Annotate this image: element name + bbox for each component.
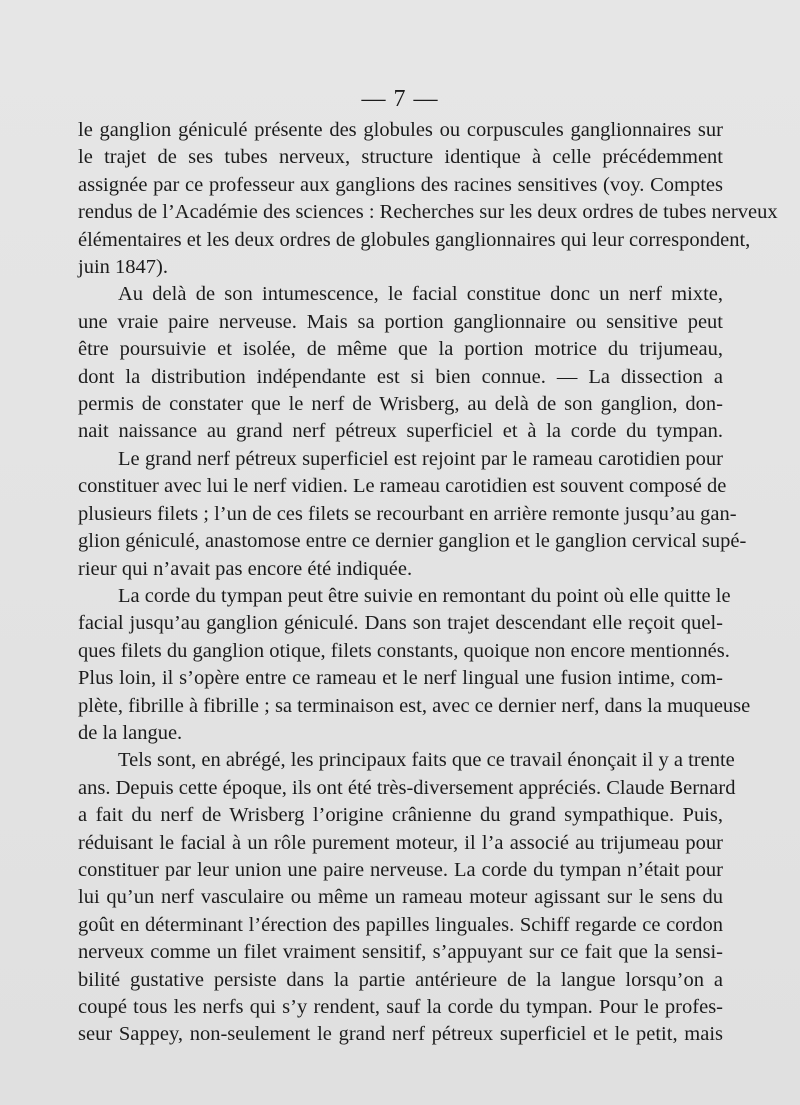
text-line: rieur qui n’avait pas encore été indiquée. [78, 557, 413, 580]
text-line: constituer avec lui le nerf vidien. Le rameau carotidien est souvent composé de [78, 475, 727, 498]
text-line: permis de constater que le nerf de Wrisberg, au delà de son ganglion, don- [78, 393, 723, 416]
text-line: a fait du nerf de Wrisberg l’origine crânienne du grand sympathique. Puis, [78, 804, 723, 827]
text-line: plète, fibrille à fibrille ; sa terminaison est, avec ce dernier nerf, dans la muqueuse [78, 694, 751, 717]
text-line: dont la distribution indépendante est si bien connue. — La dissection a [78, 365, 723, 388]
text-line: réduisant le facial à un rôle purement moteur, il l’a associé au trijumeau pour [78, 831, 723, 854]
text-line: le ganglion géniculé présente des globules ou corpuscules ganglionnaires sur [78, 119, 723, 141]
text-line: nait naissance au grand nerf pétreux superficiel et à la corde du tympan. [78, 420, 723, 443]
text-line: Plus loin, il s’opère entre ce rameau et le nerf lingual une fusion intime, com- [78, 667, 723, 690]
text-line: plusieurs filets ; l’un de ces filets se recourbant en arrière remonte jusqu’au gan- [78, 502, 737, 525]
text-line: facial jusqu’au ganglion géniculé. Dans son trajet descendant elle reçoit quel- [78, 612, 723, 635]
text-line: glion géniculé, anastomose entre ce dernier ganglion et le ganglion cervical supé- [78, 530, 747, 553]
text-line: lui qu’un nerf vasculaire ou même un rameau moteur agissant sur le sens du [78, 886, 723, 909]
text-line: être poursuivie et isolée, de même que la portion motrice du trijumeau, [78, 338, 723, 361]
text-line: le trajet de ses tubes nerveux, structure identique à celle précédemment [78, 146, 723, 169]
text-line: une vraie paire nerveuse. Mais sa portion ganglionnaire ou sensitive peut [78, 310, 723, 333]
body-text [78, 117, 778, 1049]
text-line: rendus de l’Académie des sciences : Recherches sur les deux ordres de tubes nerveux [78, 201, 778, 224]
text-line: coupé tous les nerfs qui s’y rendent, sauf la corde du tympan. Pour le profes- [78, 996, 723, 1018]
text-line: Tels sont, en abrégé, les principaux faits que ce travail énonçait il y a trente [118, 749, 735, 772]
text-line: ques filets du ganglion otique, filets constants, quoique non encore mentionnés. [78, 639, 730, 662]
text-line: juin 1847). [78, 256, 168, 279]
text-line: constituer par leur union une paire nerveuse. La corde du tympan n’était pour [78, 858, 723, 881]
text-line: Au delà de son intumescence, le facial constitue donc un nerf mixte, [118, 283, 723, 306]
text-line: ans. Depuis cette époque, ils ont été très-diversement appréciés. Claude Bernard [78, 776, 736, 799]
text-line: élémentaires et les deux ordres de globules ganglionnaires qui leur correspondent, [78, 228, 751, 251]
page-number: — 7 — [361, 86, 439, 112]
text-line: seur Sappey, non-seulement le grand nerf pétreux superficiel et le petit, mais [78, 1023, 723, 1046]
text-line: La corde du tympan peut être suivie en remontant du point où elle quitte le [118, 584, 731, 607]
text-line: goût en déterminant l’érection des papilles linguales. Schiff regarde ce cordon [78, 913, 723, 936]
text-line: de la langue. [78, 721, 183, 744]
text-line: bilité gustative persiste dans la partie antérieure de la langue lorsqu’on a [78, 968, 723, 991]
text-line: nerveux comme un filet vraiment sensitif, s’appuyant sur ce fait que la sensi- [78, 941, 723, 964]
text-line: assignée par ce professeur aux ganglions des racines sensitives (voy. Comptes [78, 173, 723, 196]
text-line: Le grand nerf pétreux superficiel est rejoint par le rameau carotidien pour [118, 447, 723, 470]
